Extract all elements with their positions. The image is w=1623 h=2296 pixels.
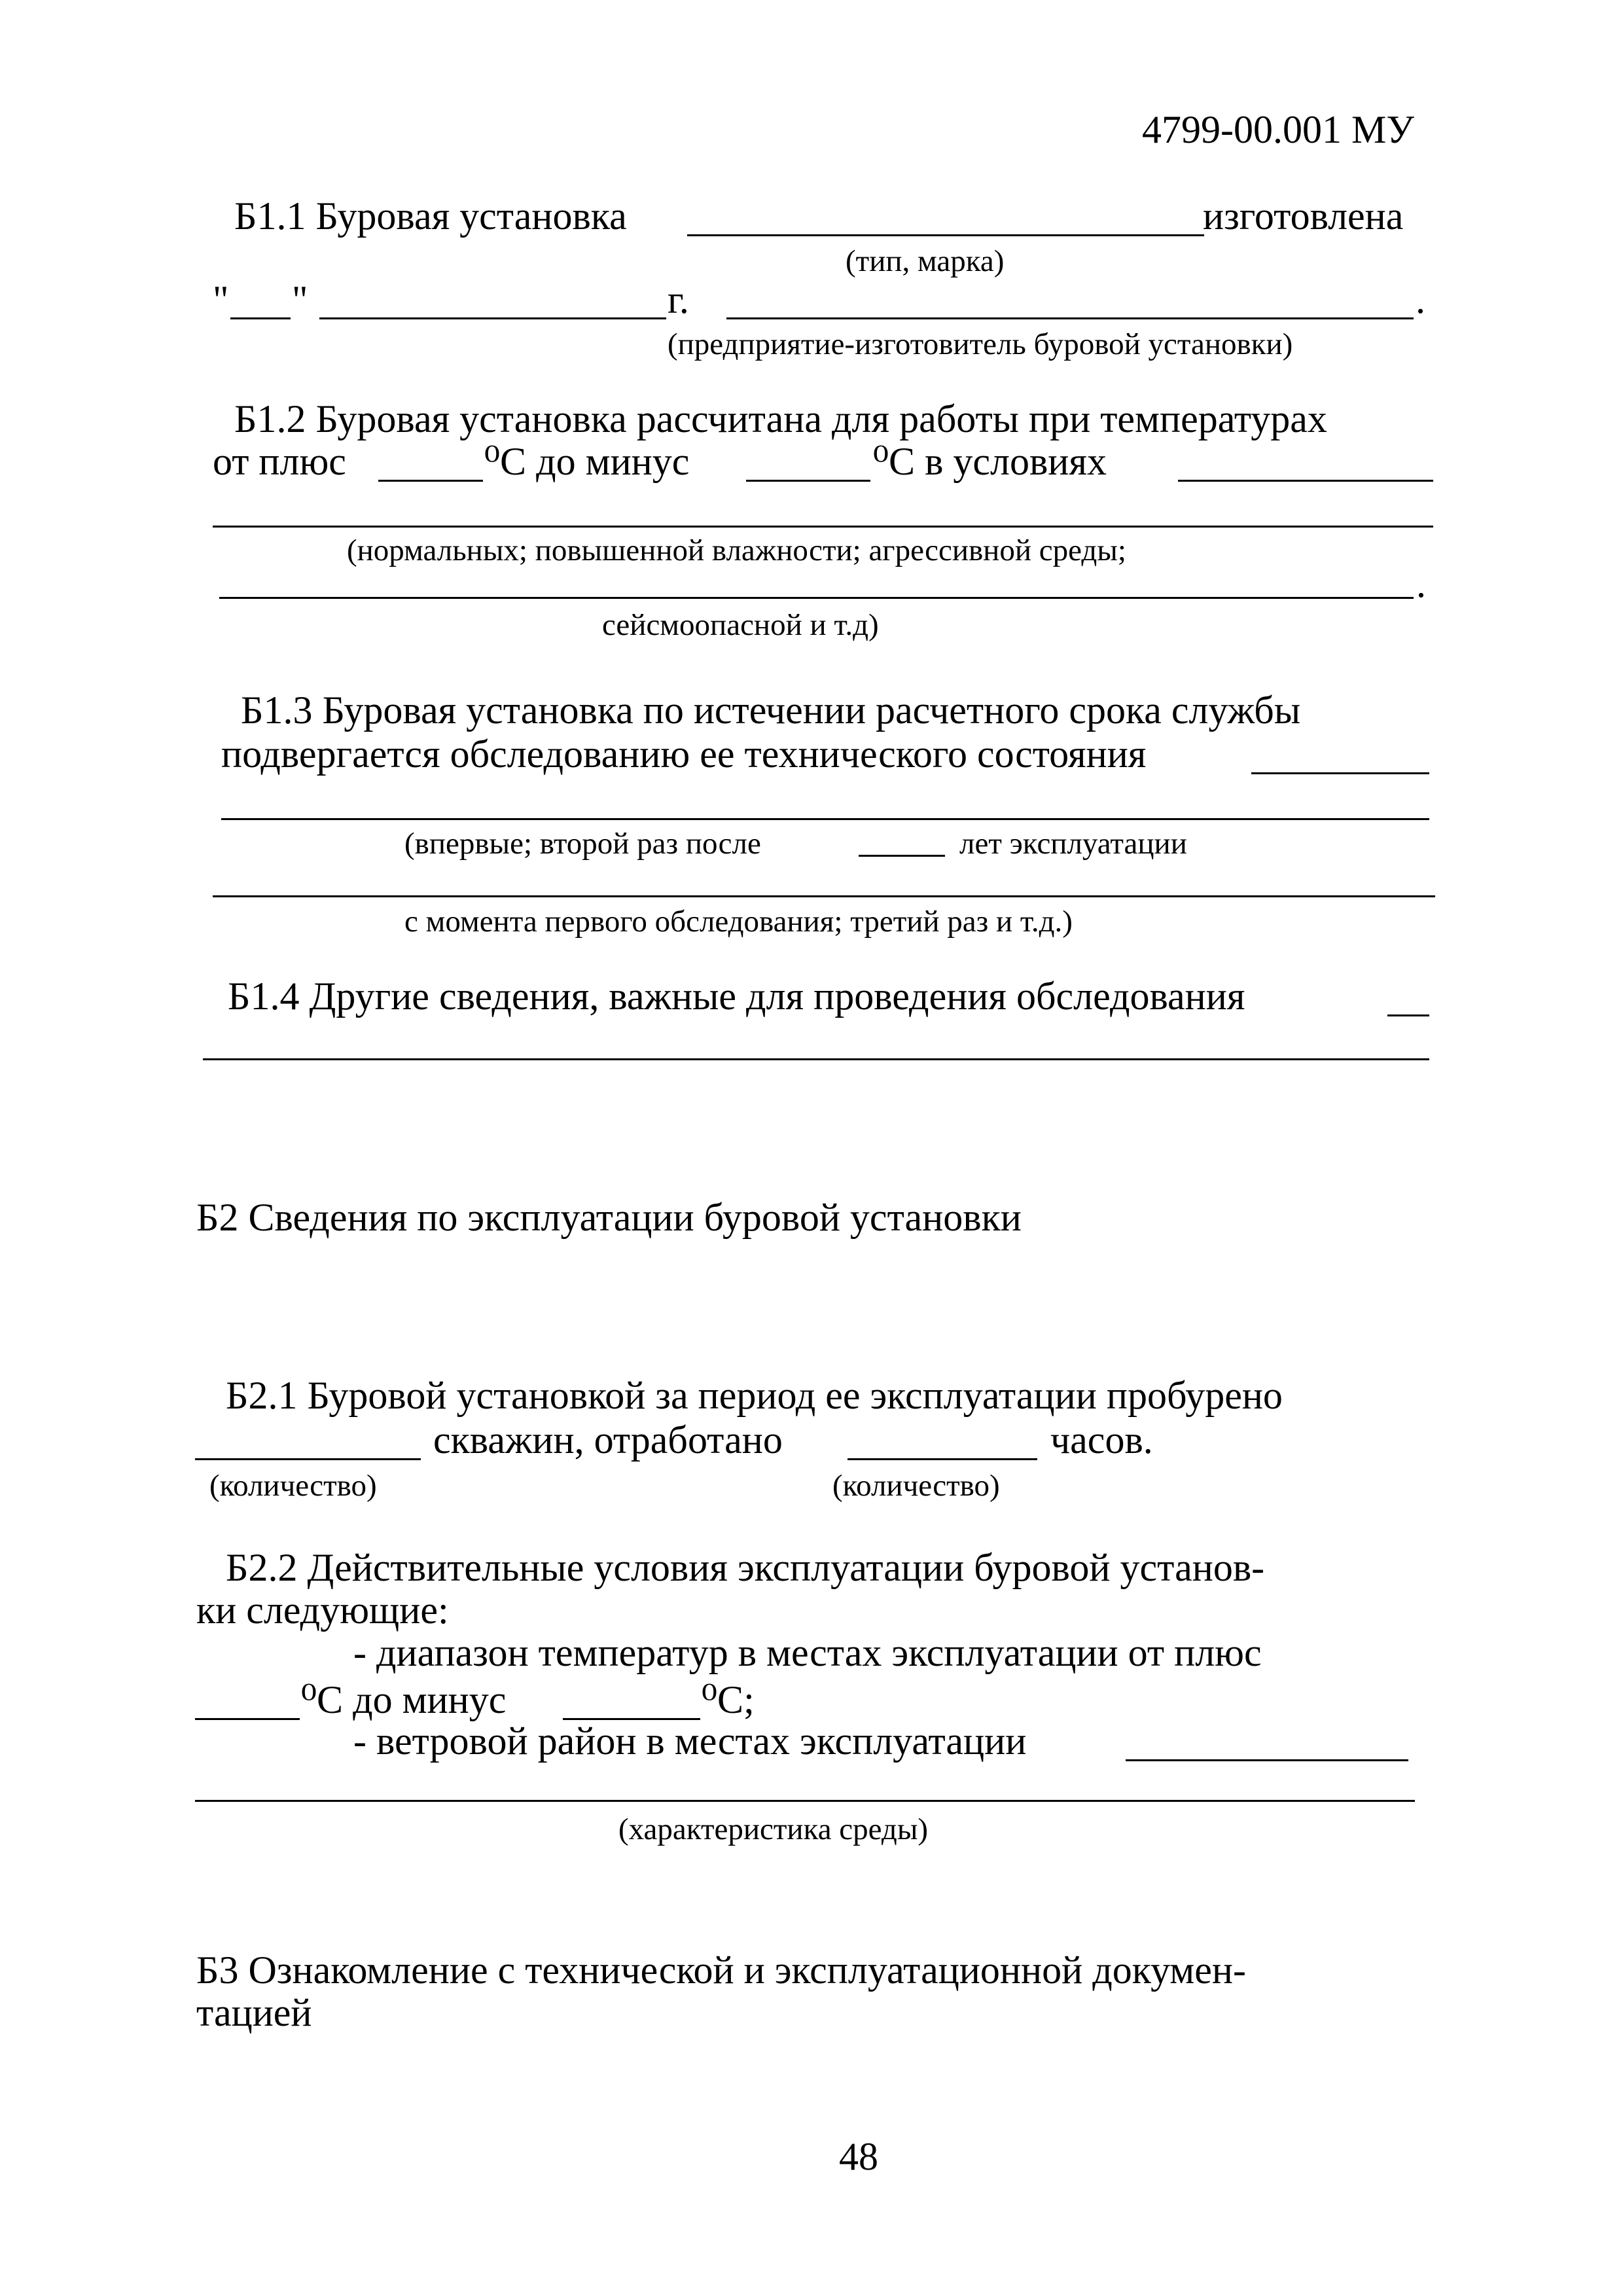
b2-1-line1: Б2.1 Буровой установкой за период ее эксплуатации пробурено: [226, 1374, 1283, 1417]
hint-inspection-2: с момента первого обследования; третий раз и т.д.): [404, 905, 1073, 939]
manufacturer-blank[interactable]: [726, 317, 1414, 319]
hint-qty-wells: (количество): [209, 1469, 377, 1503]
hint-environment: (характеристика среды): [618, 1812, 929, 1846]
b2-1-wells: скважин, отработано: [433, 1418, 783, 1462]
environment-blank[interactable]: [195, 1800, 1415, 1802]
inspection-blank-3[interactable]: [213, 895, 1435, 897]
quote-open: ": [213, 278, 229, 321]
inspection-blank-2[interactable]: [221, 818, 1429, 820]
year-suffix: г.: [668, 278, 689, 321]
inspection-blank-1[interactable]: [1251, 772, 1429, 774]
hint-qty-hours: (количество): [832, 1469, 1000, 1503]
hint-type-brand: (тип, марка): [846, 244, 1005, 278]
b1-1-tail: изготовлена: [1203, 194, 1404, 238]
years-after-blank[interactable]: [859, 855, 945, 857]
wind-region-blank[interactable]: [1126, 1759, 1408, 1761]
b2-2-wind: - ветровой район в местах эксплуатации: [353, 1719, 1027, 1763]
day-blank[interactable]: [230, 317, 291, 319]
type-brand-blank[interactable]: [687, 234, 1204, 236]
b3-line2: тацией: [196, 1991, 312, 2034]
b1-2-deg-minus: ⁰С до минус: [484, 440, 690, 483]
b2-2-deg-end: ⁰С;: [702, 1678, 755, 1721]
b1-2-line1: Б1.2 Буровая установка рассчитана для работы при температурах: [234, 397, 1327, 440]
hint-conditions-2: сейсмоопасной и т.д): [602, 608, 879, 642]
actual-temp-plus-blank[interactable]: [195, 1718, 300, 1720]
b1-2-period: .: [1416, 562, 1426, 605]
b1-1-period: .: [1416, 278, 1425, 321]
other-info-blank-2[interactable]: [203, 1058, 1429, 1060]
b1-3-line1: Б1.3 Буровая установка по истечении расчетного срока службы: [241, 689, 1301, 732]
b2-2-temp-range: - диапазон температур в местах эксплуатации от плюс: [353, 1631, 1262, 1674]
b2-1-hours: часов.: [1050, 1418, 1153, 1462]
b2-2-line2: ки следующие:: [196, 1588, 449, 1632]
b1-1-lead: Б1.1 Буровая установка: [234, 194, 627, 238]
hint-inspection-1b: лет эксплуатации: [959, 827, 1187, 861]
document-code: 4799-00.001 МУ: [1142, 108, 1414, 151]
conditions-blank-1[interactable]: [1178, 480, 1433, 482]
wells-count-blank[interactable]: [195, 1458, 421, 1460]
page-number: 48: [839, 2135, 878, 2178]
b1-2-from-plus: от плюс: [213, 440, 346, 483]
b1-4-line1: Б1.4 Другие сведения, важные для проведения обследования: [228, 975, 1245, 1018]
b1-2-deg-conditions: ⁰С в условиях: [873, 440, 1107, 483]
conditions-blank-2[interactable]: [213, 526, 1433, 528]
other-info-blank-1[interactable]: [1387, 1014, 1429, 1016]
b3-line1: Б3 Ознакомление с технической и эксплуатационной докумен-: [196, 1948, 1246, 1992]
temp-plus-blank[interactable]: [378, 480, 483, 482]
b2-2-deg-to-minus: ⁰С до минус: [301, 1678, 507, 1721]
b2-title: Б2 Сведения по эксплуатации буровой установки: [196, 1196, 1022, 1239]
b1-3-line2: подвергается обследованию ее технического состояния: [221, 732, 1147, 776]
hours-count-blank[interactable]: [847, 1458, 1037, 1460]
month-blank[interactable]: [319, 317, 666, 319]
temp-minus-blank[interactable]: [746, 480, 870, 482]
hint-conditions-1: (нормальных; повышенной влажности; агрессивной среды;: [347, 533, 1126, 567]
hint-inspection-1a: (впервые; второй раз после: [404, 827, 761, 861]
hint-manufacturer: (предприятие-изготовитель буровой установки): [668, 327, 1293, 361]
quote-close: ": [292, 278, 308, 321]
conditions-blank-3[interactable]: [219, 597, 1414, 599]
b2-2-line1: Б2.2 Действительные условия эксплуатации буровой установ-: [226, 1546, 1265, 1589]
